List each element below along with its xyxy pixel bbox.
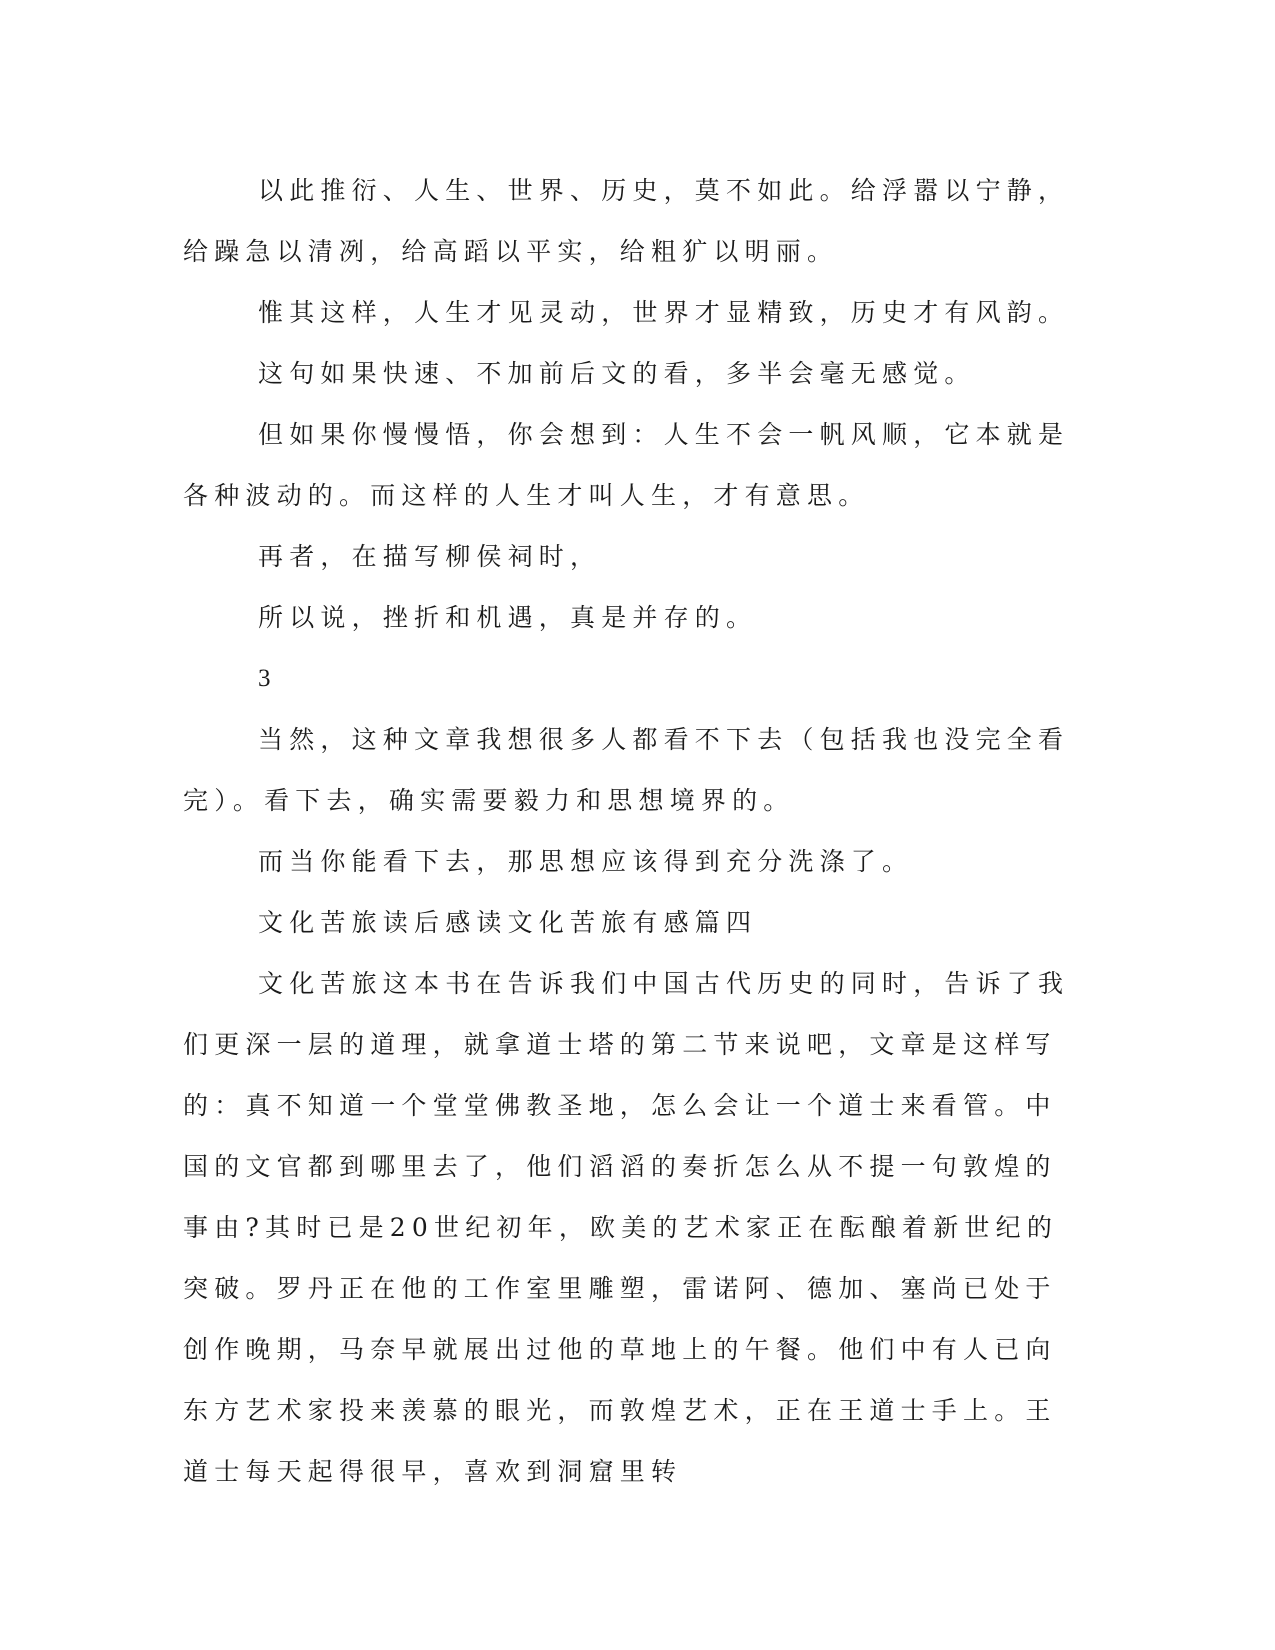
paragraph-2: 惟其这样，人生才见灵动，世界才显精致，历史才有风韵。: [258, 298, 1070, 327]
paragraph-3: 这句如果快速、不加前后文的看，多半会毫无感觉。: [258, 359, 976, 388]
section-number: 3: [258, 665, 277, 692]
paragraph-5: 再者，在描写柳侯祠时，: [258, 542, 602, 571]
paragraph-1: 以此推衍、人生、世界、历史，莫不如此。给浮嚣以宁静，给躁急以清冽，给高蹈以平实，给粗犷以明丽。: [183, 176, 1070, 266]
paragraph-9: 文化苦旅这本书在告诉我们中国古代历史的同时，告诉了我们更深一层的道理，就拿道士塔的第二节来说吧，文章是这样写的：真不知道一个堂堂佛教圣地，怎么会让一个道士来看管。中国的文官都到哪里去了，他们滔滔的奏折怎么从不提一句敦煌的事由?其时已是20世纪初年，欧美的艺术家正在酝酿着新世纪的突破。罗丹正在他的工作室里雕塑，雷诺阿、德加、塞尚已处于创作晚期，马奈早就展出过他的草地上的午餐。他们中有人已向东方艺术家投来羡慕的眼光，而敦煌艺术，正在王道士手上。王道士每天起得很早，喜欢到洞窟里转: [183, 969, 1070, 1486]
paragraph-7: 当然，这种文章我想很多人都看不下去（包括我也没完全看完）。看下去，确实需要毅力和思想境界的。: [183, 725, 1070, 815]
paragraph-8: 而当你能看下去，那思想应该得到充分洗涤了。: [258, 847, 914, 876]
section-heading: 文化苦旅读后感读文化苦旅有感篇四: [258, 908, 758, 937]
paragraph-6: 所以说，挫折和机遇，真是并存的。: [258, 603, 758, 632]
document-body: [183, 160, 1083, 1502]
paragraph-4: 但如果你慢慢悟，你会想到：人生不会一帆风顺，它本就是各种波动的。而这样的人生才叫人生，才有意思。: [183, 420, 1070, 510]
